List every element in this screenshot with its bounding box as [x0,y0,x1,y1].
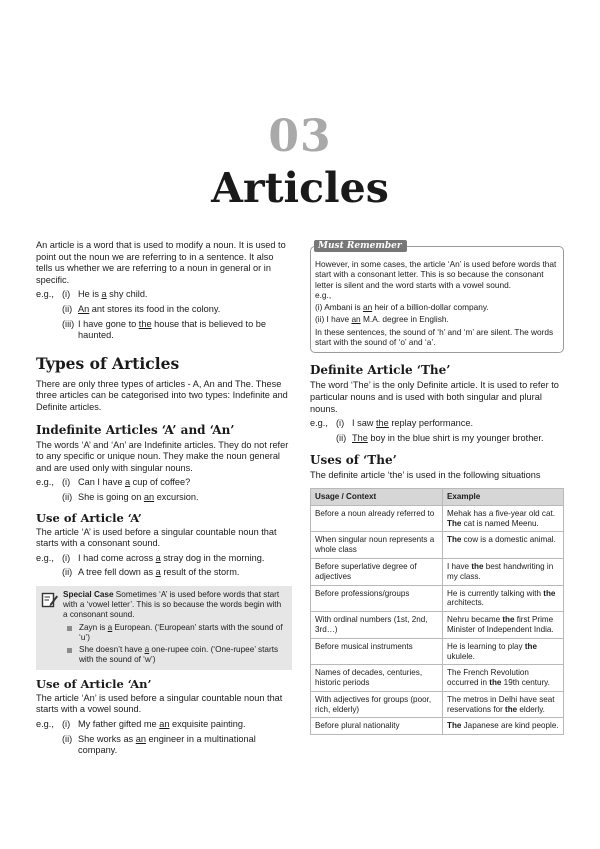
uses-of-the-table [310,488,564,735]
must-remember-text: However, in some cases, the article ‘An’ is used before words that start with a consonant letter. This is so because the consonant letter is silent and the word starts with a vowel sound. [315,259,557,290]
example-number: (i) [62,289,71,300]
special-case-item-text: She doesn’t have a one-rupee coin. (‘One-rupee’ starts with the sound of ‘w’) [79,644,279,664]
definite-examples [310,418,564,444]
table-cell-usage: With ordinal numbers (1st, 2nd, 3rd…) [311,612,443,639]
underlined-article: a [155,567,161,578]
eg-label: e.g., [36,552,54,563]
example-item [336,433,564,445]
example-number: (ii) [62,491,73,502]
indefinite-examples [36,477,292,503]
chapter-number: 03 [268,111,332,162]
example-number: (i) [62,477,71,488]
right-column [310,240,564,735]
bold-article: the [505,704,518,714]
example-text: I have gone to the house that is believed to be haunted. [78,318,266,341]
table-row [311,558,564,585]
must-remember-example: (ii) I have an M.A. degree in English. [315,314,449,325]
bold-article: the [489,678,502,688]
table-row [311,638,564,665]
table-cell-usage: Before a noun already referred to [311,505,443,532]
definite-paragraph: The word ‘The’ is the only Definite article. It is used to refer to particular nouns and is used with both singular and plural nouns. [310,380,559,414]
example-item [62,492,292,504]
underlined-article: the [138,318,152,329]
table-cell-example: Mehak has a five-year old cat. The cat is named Meenu. [443,505,564,532]
special-case-box [36,586,292,670]
intro-examples [36,289,292,341]
underlined-article: an [135,733,146,744]
table-body [311,505,564,735]
example-item [36,289,292,301]
table-row [311,585,564,612]
bold-article: The [447,535,462,545]
underlined-article: The [352,432,368,443]
use-a-examples [36,553,292,579]
example-number: (i) [336,418,345,429]
indefinite-paragraph: The words ‘A’ and ‘An’ are Indefinite articles. They do not refer to any specific or unique noun. They make the noun general and are used only with singular nouns. [36,439,289,473]
underlined-article: an [159,719,170,730]
underlined-article: a [155,552,161,563]
example-item [310,418,564,430]
must-remember-examples [315,302,559,325]
use-a-paragraph: The article ‘A’ is used before a singular countable noun that starts with a consonant sound. [36,526,277,549]
uses-of-the-paragraph: The definite article ‘the’ is used in the following situations [310,470,541,481]
special-case-list [63,623,287,665]
table-cell-example: I have the best handwriting in my class. [443,558,564,585]
underlined-article: a [101,289,107,300]
special-case-item [63,623,287,643]
table-row [311,691,564,718]
example-text: She is going on an excursion. [78,491,199,502]
use-an-examples [36,719,292,757]
example-number: (ii) [62,303,73,314]
underlined-article: a [144,644,150,654]
bold-article: the [543,588,556,598]
types-heading: Types of Articles [36,353,180,373]
table-cell-usage: Before superlative degree of adjectives [311,558,443,585]
table-cell-example: The cow is a domestic animal. [443,532,564,559]
special-case-item-text: Zayn is a European. (‘European’ starts with the sound of ‘u’) [79,622,283,642]
eg-label: e.g., [36,719,54,730]
square-bullet-icon [67,648,72,653]
bold-article: the [502,615,515,625]
table-header-row [311,488,564,505]
indefinite-heading: Indefinite Articles ‘A’ and ‘An’ [36,422,235,437]
example-item [62,567,292,579]
example-number: (i) [62,552,71,563]
chapter-title: Articles [211,164,389,212]
table-cell-example: The Japanese are kind people. [443,718,564,735]
table-cell-usage: When singular noun represents a whole class [311,532,443,559]
must-remember-eg: e.g., [315,289,332,300]
must-remember-tag: Must Remember [314,240,407,252]
table-row [311,532,564,559]
types-paragraph: There are only three types of articles - A, An and The. These three articles can be categorised into two types: Indefinite and Definite articles. [36,378,288,412]
note-pencil-icon [41,590,63,665]
special-case-item [63,645,287,665]
example-number: (ii) [62,733,73,744]
bold-article: The [447,518,462,528]
special-case-text: Sometimes ‘A’ is used before words that start with a ‘vowel letter’. This is so because the words begin with a consonant sound. [63,589,282,619]
bold-article: the [524,641,537,651]
example-number: (ii) [62,567,73,578]
table-cell-usage: Before musical instruments [311,638,443,665]
example-item [36,477,292,489]
example-item [36,719,292,731]
example-item [36,553,292,565]
example-text: Can I have a cup of coffee? [78,477,191,488]
example-item [62,319,292,342]
underlined-article: an [351,314,361,325]
example-text: I saw the replay performance. [352,418,474,429]
table-cell-example: He is currently talking with the architects. [443,585,564,612]
example-text: My father gifted me an exquisite painting. [78,719,246,730]
example-text: The boy in the blue shirt is my younger brother. [352,432,544,443]
example-number: (iii) [62,318,75,329]
table-cell-usage: With adjectives for groups (poor, rich, elderly) [311,691,443,718]
table-header-example: Example [443,488,564,505]
example-number: (i) [62,719,71,730]
table-row [311,665,564,692]
table-row [311,505,564,532]
table-cell-usage: Before professions/groups [311,585,443,612]
table-cell-example: The French Revolution occurred in the 19th century. [443,665,564,692]
special-case-label: Special Case [63,589,114,599]
eg-label: e.g., [36,477,54,488]
definite-heading: Definite Article ‘The’ [310,363,451,378]
table-cell-example: Nehru became the first Prime Minister of Independent India. [443,612,564,639]
uses-of-the-heading: Uses of ‘The’ [310,453,397,468]
table-row [311,718,564,735]
underlined-article: a [125,477,131,488]
underlined-article: an [362,302,373,313]
table-header-usage: Usage / Context [311,488,443,505]
square-bullet-icon [67,626,72,631]
example-text: An ant stores its food in the colony. [78,303,221,314]
eg-label: e.g., [310,418,328,429]
use-an-paragraph: The article ‘An’ is used before a singular countable noun that starts with a vowel sound. [36,692,283,715]
underlined-article: An [78,303,90,314]
must-remember-note: In these sentences, the sound of ‘h’ and ‘m’ are silent. The words start with the sound of ‘o’ and ‘a’. [315,326,554,348]
example-text: He is a shy child. [78,289,148,300]
table-cell-usage: Before plural nationality [311,718,443,735]
table-row [311,612,564,639]
example-number: (ii) [336,432,347,443]
underlined-article: a [107,622,113,632]
left-column [36,240,292,757]
example-text: A tree fell down as a result of the storm. [78,567,240,578]
bold-article: The [447,721,462,731]
eg-label: e.g., [36,289,54,300]
table-cell-example: The metros in Delhi have seat reservations for the elderly. [443,691,564,718]
underlined-article: an [143,491,155,502]
example-text: I had come across a stray dog in the morning. [78,552,265,563]
must-remember-example: (i) Ambani is an heir of a billion-dollar company. [315,302,489,313]
example-text: She works as an engineer in a multinational company. [78,733,256,756]
use-a-heading: Use of Article ‘A’ [36,510,142,525]
bold-article: the [471,561,484,571]
table-cell-usage: Names of decades, centuries, historic periods [311,665,443,692]
intro-paragraph: An article is a word that is used to modify a noun. It is used to point out the noun we are referring to in a sentence. It also tells us whether we are referring to a noun in general or in specific. [36,240,286,285]
table-cell-example: He is learning to play the ukulele. [443,638,564,665]
use-an-heading: Use of Article ‘An’ [36,676,152,691]
example-item [62,734,292,757]
underlined-article: the [376,418,389,429]
must-remember-box [310,241,564,353]
example-item [62,304,292,316]
